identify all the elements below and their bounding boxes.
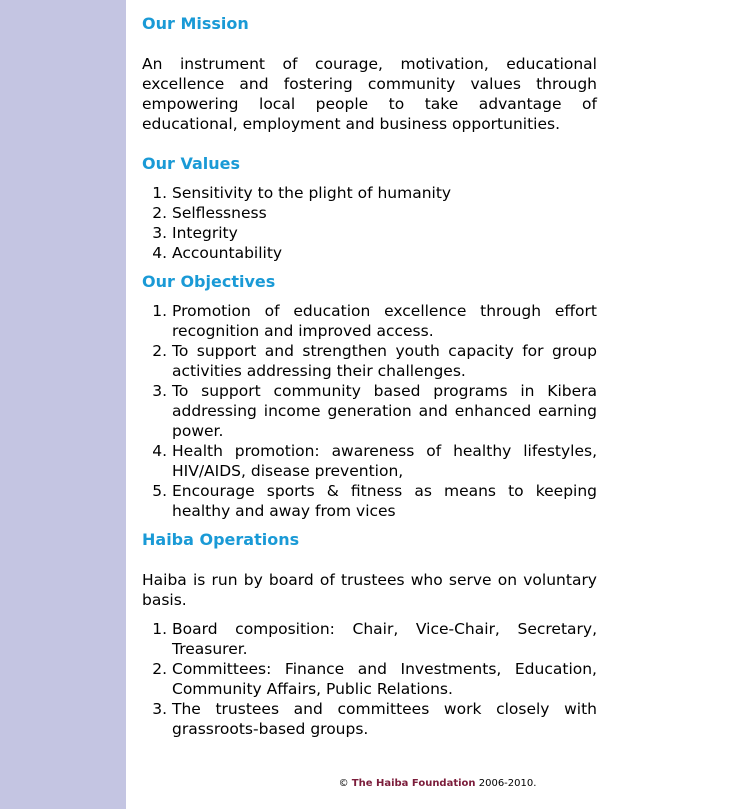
footer-org-name: The Haiba Foundation <box>351 778 476 789</box>
operations-heading: Haiba Operations <box>142 530 300 549</box>
operations-list <box>142 619 597 739</box>
values-heading: Our Values <box>142 154 241 173</box>
list-item: 3. To support community based programs in Kibera addressing income generation and enhanced earning power. <box>172 381 597 441</box>
left-sidebar <box>0 0 126 809</box>
main-content <box>142 0 597 739</box>
list-item: 1. Promotion of education excellence through effort recognition and improved access. <box>172 301 597 341</box>
objectives-heading: Our Objectives <box>142 272 276 291</box>
list-item: 1. Sensitivity to the plight of humanity <box>172 183 597 203</box>
mission-text: An instrument of courage, motivation, educational excellence and fostering community values through empowering local people to take advantage of educational, employment and business opportunities. <box>142 55 597 133</box>
list-item: 1. Board composition: Chair, Vice-Chair, Secretary, Treasurer. <box>172 619 597 659</box>
list-item: 5. Encourage sports & fitness as means to keeping healthy and away from vices <box>172 481 597 521</box>
footer <box>126 778 749 789</box>
footer-years: 2006-2010. <box>478 778 537 789</box>
list-item: 2. Committees: Finance and Investments, Education, Community Affairs, Public Relations. <box>172 659 597 699</box>
list-item: 4. Health promotion: awareness of healthy lifestyles, HIV/AIDS, disease prevention, <box>172 441 597 481</box>
mission-heading: Our Mission <box>142 14 249 33</box>
list-item: 2. Selflessness <box>172 203 597 223</box>
list-item: 2. To support and strengthen youth capacity for group activities addressing their challenges. <box>172 341 597 381</box>
list-item: 3. Integrity <box>172 223 597 243</box>
objectives-list <box>142 301 597 521</box>
values-list <box>142 183 597 263</box>
list-item: 4. Accountability <box>172 243 597 263</box>
operations-text: Haiba is run by board of trustees who serve on voluntary basis. <box>142 571 597 609</box>
list-item: 3. The trustees and committees work closely with grassroots-based groups. <box>172 699 597 739</box>
copyright-symbol: © <box>338 778 349 789</box>
